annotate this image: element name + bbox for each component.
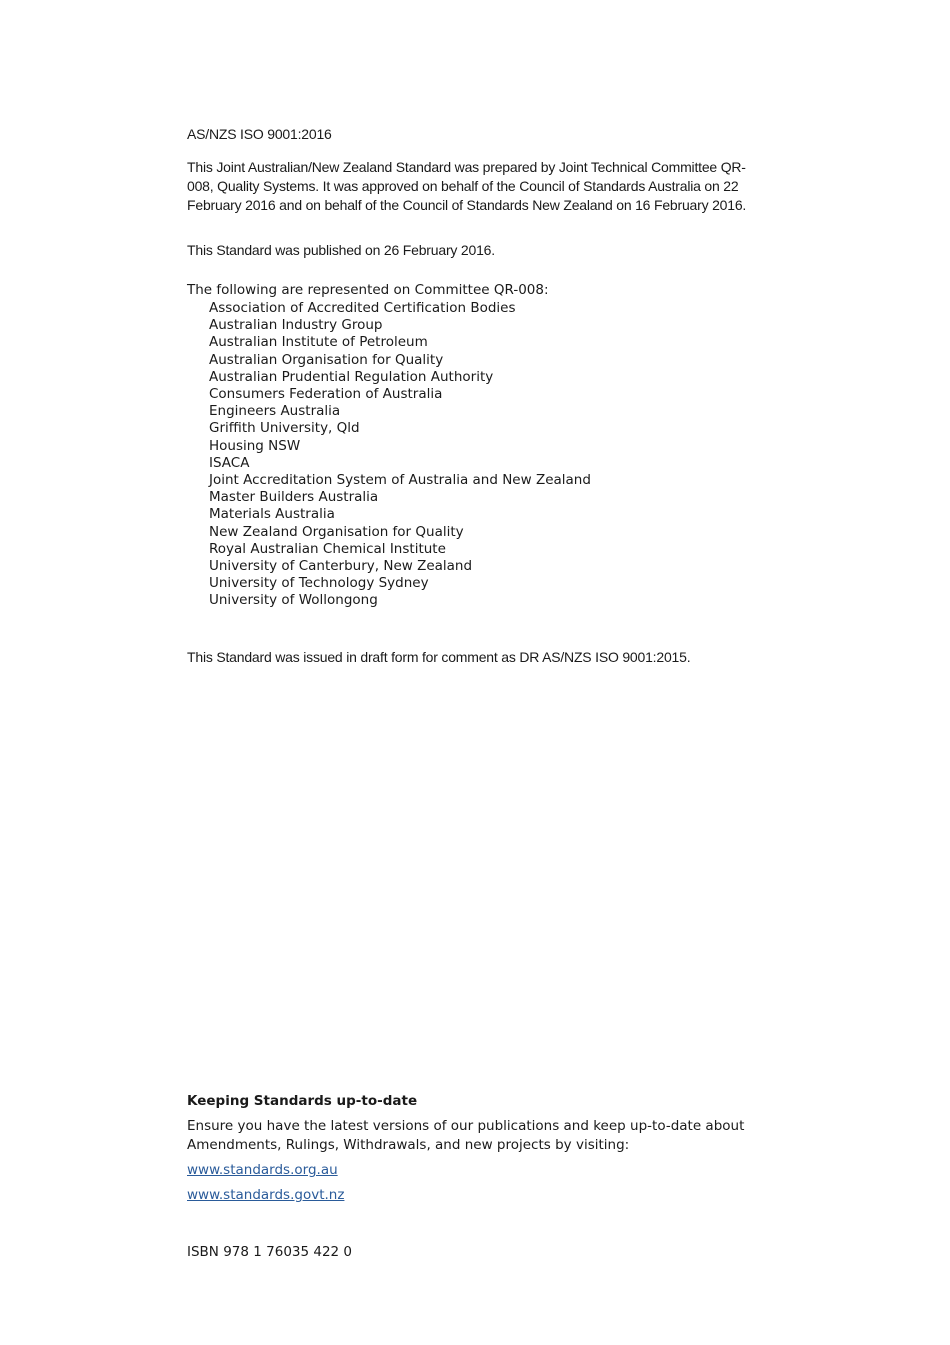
committee-member: Materials Australia — [209, 506, 335, 523]
committee-member: New Zealand Organisation for Quality — [209, 523, 464, 540]
published-note: This Standard was published on 26 February 2016. — [187, 242, 495, 258]
isbn: ISBN 978 1 76035 422 0 — [187, 1244, 353, 1260]
committee-member: Australian Institute of Petroleum — [209, 334, 428, 351]
committee-member: Australian Prudential Regulation Authority — [209, 368, 494, 385]
committee-member: University of Canterbury, New Zealand — [209, 558, 473, 575]
link-row — [187, 1186, 767, 1205]
section-heading: Keeping Standards up-to-date — [187, 1093, 418, 1109]
standards-new-zealand-link[interactable]: www.standards.govt.nz — [187, 1187, 345, 1203]
committee-member: University of Technology Sydney — [209, 575, 429, 592]
committee-member: Master Builders Australia — [209, 489, 379, 506]
committee-member: Australian Organisation for Quality — [209, 351, 444, 368]
committee-member: Australian Industry Group — [209, 317, 383, 334]
committee-member: Consumers Federation of Australia — [209, 386, 443, 403]
link-row — [187, 1161, 767, 1180]
committee-member: Griffith University, Qld — [209, 420, 360, 437]
standard-designation: AS/NZS ISO 9001:2016 — [187, 126, 332, 142]
committee-member: Royal Australian Chemical Institute — [209, 540, 446, 557]
committee-member: Housing NSW — [209, 437, 301, 454]
committee-member: University of Wollongong — [209, 592, 378, 609]
committee-member: Joint Accreditation System of Australia and New Zealand — [209, 472, 591, 489]
committee-member: Association of Accredited Certification Bodies — [209, 300, 516, 316]
committee-member: ISACA — [209, 454, 250, 471]
keeping-up-to-date-section — [187, 1092, 767, 1205]
committee-intro: The following are represented on Committee QR-008: — [187, 282, 549, 298]
standards-australia-link[interactable]: www.standards.org.au — [187, 1162, 338, 1178]
committee-member-list — [187, 300, 767, 610]
draft-note: This Standard was issued in draft form for comment as DR AS/NZS ISO 9001:2015. — [187, 649, 691, 665]
preparation-note: This Joint Australian/New Zealand Standard was prepared by Joint Technical Committee QR-008, Quality Systems. It was approved on behalf of the Council of Standards Australia on 22 February 2016 and on behalf of the Council of Standards New Zealand on 16 February 2016. — [187, 159, 747, 213]
committee-member: Engineers Australia — [209, 403, 341, 420]
keeping-up-to-date-text: Ensure you have the latest versions of our publications and keep up-to-date about Amendments, Rulings, Withdrawals, and new projects by visiting: — [187, 1118, 745, 1153]
committee-section — [187, 281, 767, 610]
